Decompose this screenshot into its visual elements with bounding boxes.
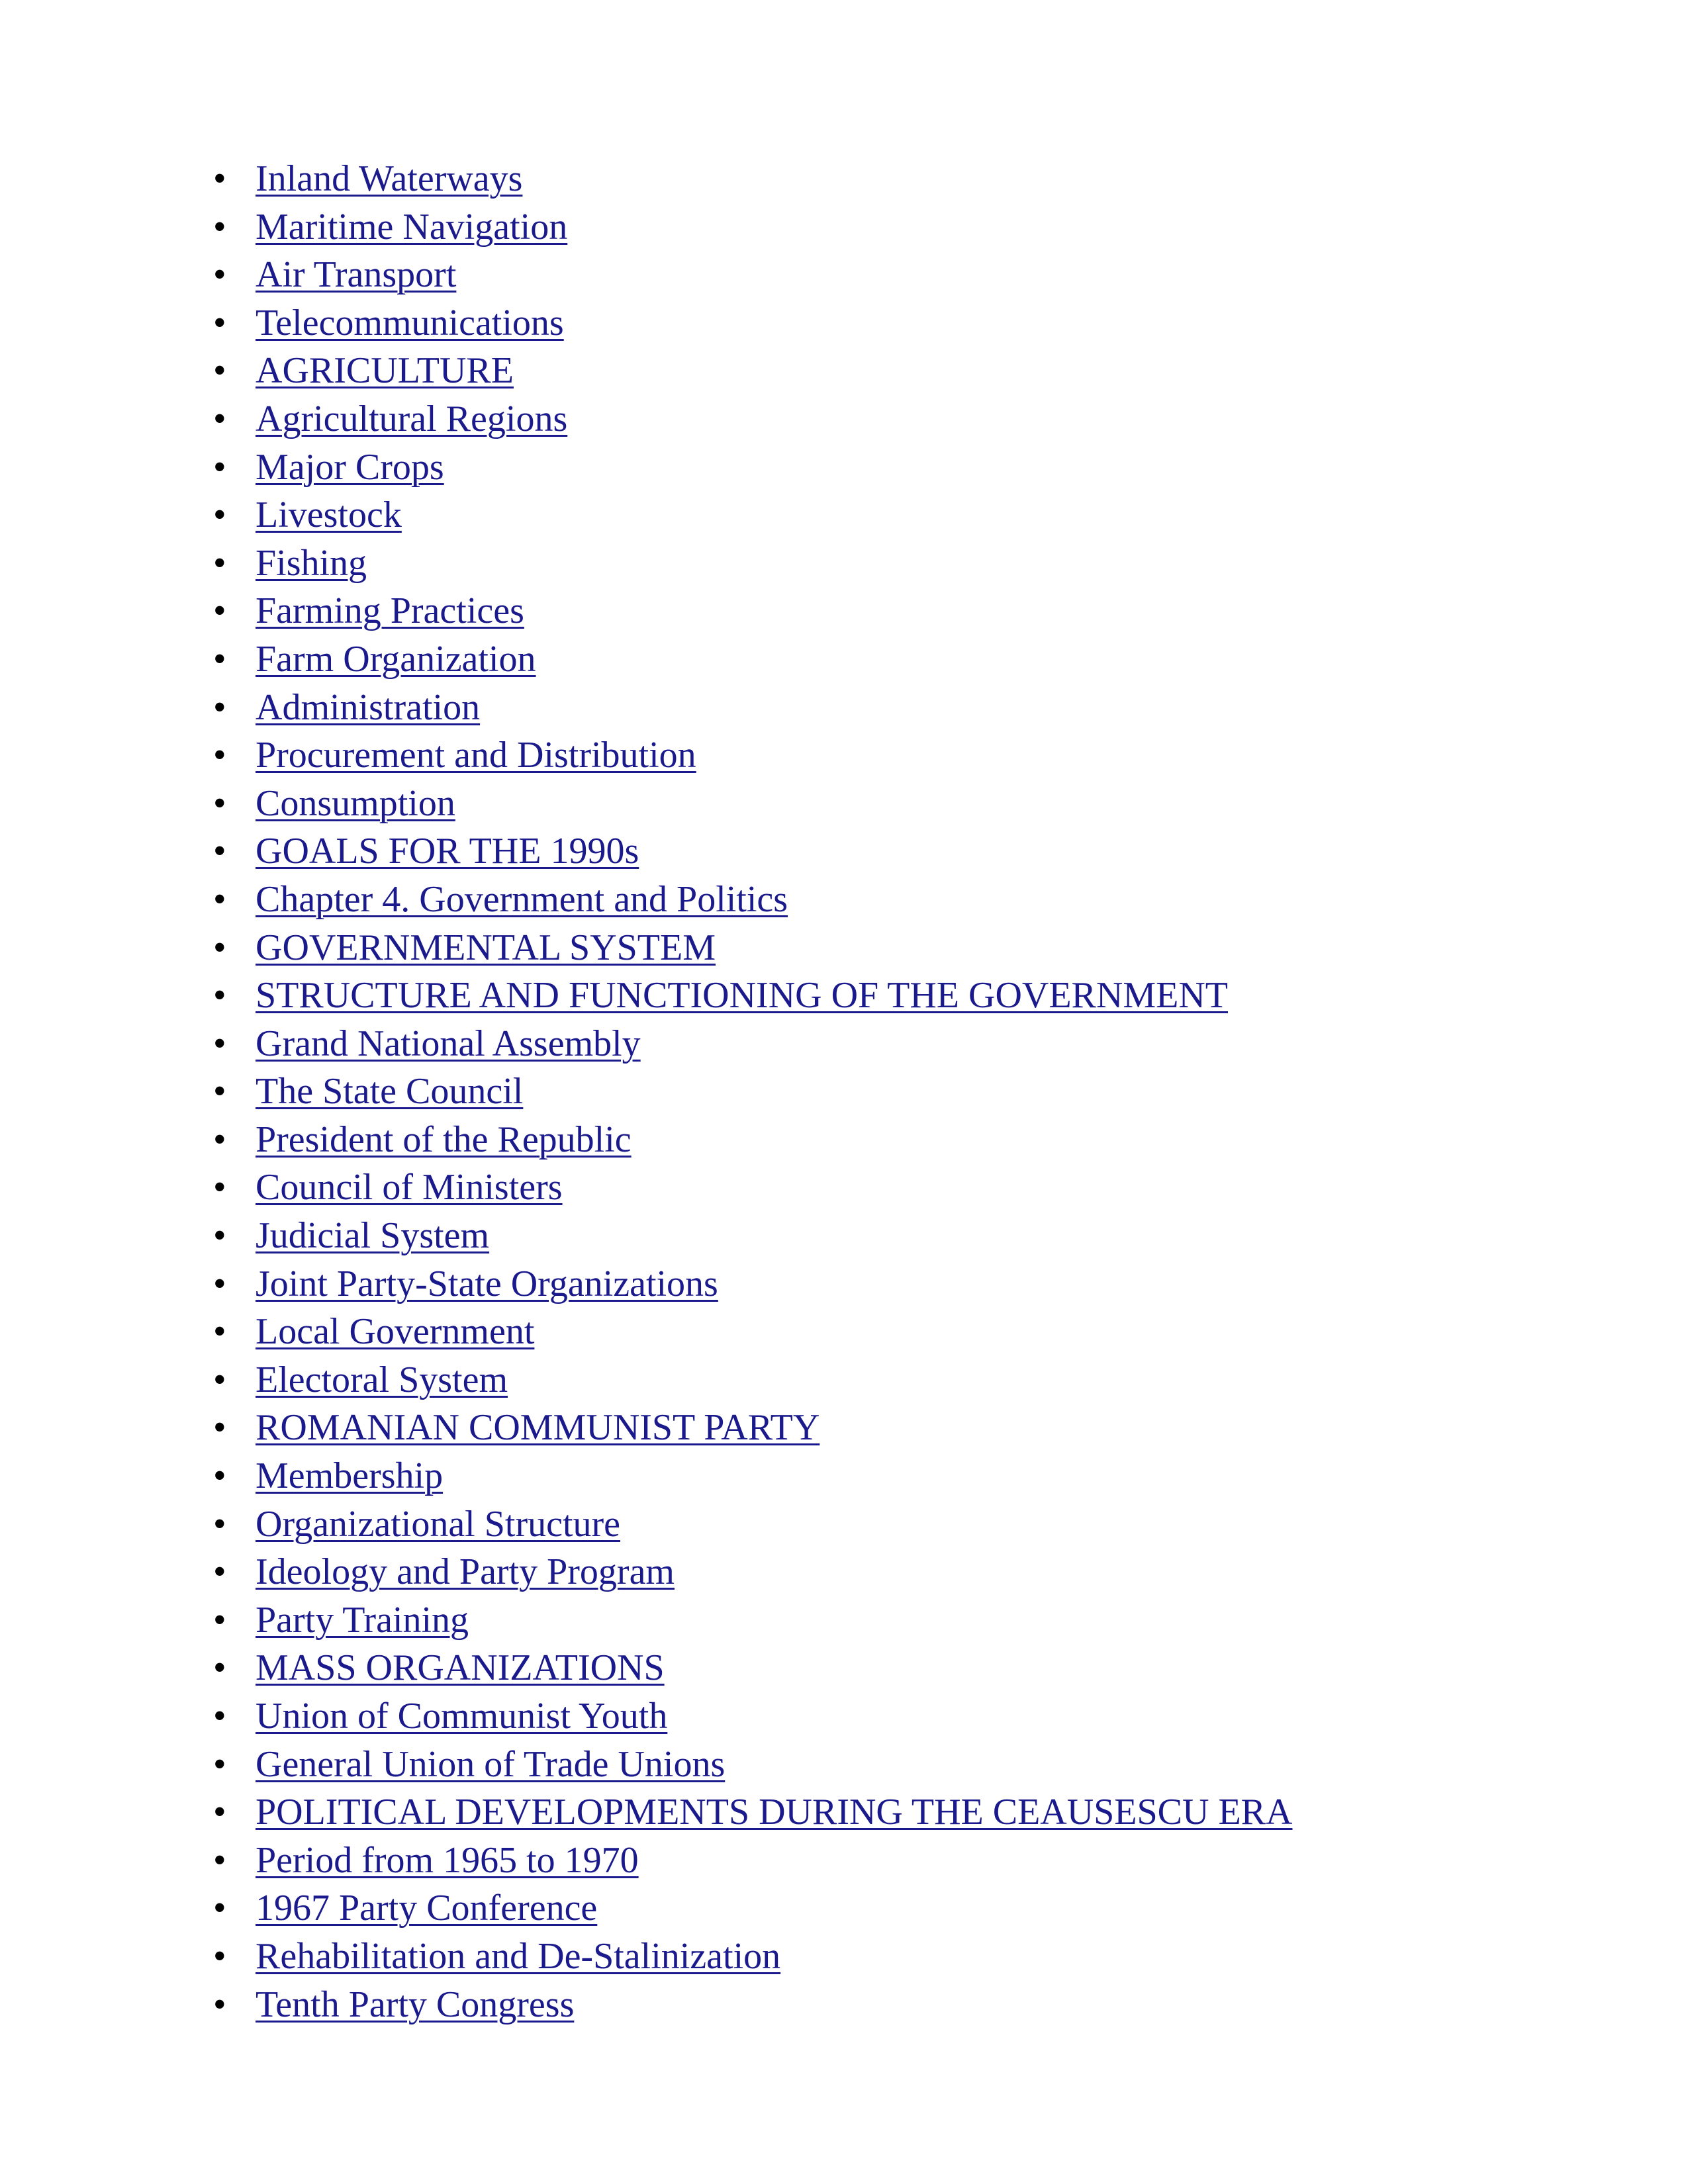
bullet-icon: •: [213, 494, 226, 536]
toc-link-president-of-the-republic[interactable]: President of the Republic: [256, 1118, 632, 1160]
toc-link-farming-practices[interactable]: Farming Practices: [256, 590, 524, 632]
bullet-icon: •: [213, 782, 226, 824]
toc-link-tenth-party-congress[interactable]: Tenth Party Congress: [256, 1983, 575, 2025]
toc-link-mass-organizations[interactable]: MASS ORGANIZATIONS: [256, 1647, 665, 1689]
toc-link-inland-waterways[interactable]: Inland Waterways: [256, 158, 523, 199]
toc-link-governmental-system[interactable]: GOVERNMENTAL SYSTEM: [256, 927, 716, 968]
toc-link-agriculture[interactable]: AGRICULTURE: [256, 350, 514, 392]
bullet-icon: •: [213, 1023, 226, 1064]
toc-link-fishing[interactable]: Fishing: [256, 542, 367, 584]
toc-link-party-training[interactable]: Party Training: [256, 1599, 469, 1641]
toc-link-telecommunications[interactable]: Telecommunications: [256, 302, 564, 343]
toc-link-membership[interactable]: Membership: [256, 1455, 444, 1497]
bullet-icon: •: [213, 446, 226, 488]
bullet-icon: •: [213, 1407, 226, 1449]
bullet-icon: •: [213, 735, 226, 776]
toc-link-major-crops[interactable]: Major Crops: [256, 446, 444, 488]
bullet-icon: •: [213, 831, 226, 872]
bullet-icon: •: [213, 206, 226, 248]
toc-link-structure-and-functioning[interactable]: STRUCTURE AND FUNCTIONING OF THE GOVERNMENT: [256, 975, 1228, 1017]
bullet-icon: •: [213, 590, 226, 632]
bullet-icon: •: [213, 878, 226, 920]
bullet-icon: •: [213, 1263, 226, 1304]
toc-link-grand-national-assembly[interactable]: Grand National Assembly: [256, 1023, 641, 1064]
toc-link-period-from-1965-to-1970[interactable]: Period from 1965 to 1970: [256, 1839, 639, 1881]
bullet-icon: •: [213, 350, 226, 392]
bullet-icon: •: [213, 1311, 226, 1353]
bullet-icon: •: [213, 686, 226, 728]
toc-link-romanian-communist-party[interactable]: ROMANIAN COMMUNIST PARTY: [256, 1407, 820, 1449]
toc-link-political-developments-ceausescu-era[interactable]: POLITICAL DEVELOPMENTS DURING THE CEAUSESCU ERA: [256, 1792, 1293, 1833]
bullet-icon: •: [213, 1743, 226, 1785]
bullet-icon: •: [213, 302, 226, 343]
bullet-icon: •: [213, 1839, 226, 1881]
bullet-icon: •: [213, 927, 226, 968]
toc-link-rehabilitation-and-de-stalinization[interactable]: Rehabilitation and De-Stalinization: [256, 1935, 781, 1977]
toc-link-maritime-navigation[interactable]: Maritime Navigation: [256, 206, 568, 248]
bullet-icon: •: [213, 1359, 226, 1400]
bullet-icon: •: [213, 542, 226, 584]
toc-link-consumption[interactable]: Consumption: [256, 782, 455, 824]
toc-link-union-of-communist-youth[interactable]: Union of Communist Youth: [256, 1696, 668, 1737]
bullet-icon: •: [213, 1118, 226, 1160]
toc-link-local-government[interactable]: Local Government: [256, 1311, 535, 1353]
bullet-icon: •: [213, 1503, 226, 1545]
bullet-icon: •: [213, 1888, 226, 1929]
bullet-icon: •: [213, 638, 226, 680]
bullet-icon: •: [213, 1215, 226, 1257]
bullet-icon: •: [213, 1983, 226, 2025]
toc-link-electoral-system[interactable]: Electoral System: [256, 1359, 508, 1400]
toc-link-organizational-structure[interactable]: Organizational Structure: [256, 1503, 621, 1545]
toc-link-administration[interactable]: Administration: [256, 686, 481, 728]
bullet-icon: •: [213, 1167, 226, 1208]
bullet-icon: •: [213, 975, 226, 1017]
toc-link-the-state-council[interactable]: The State Council: [256, 1071, 524, 1113]
bullet-icon: •: [213, 1935, 226, 1977]
bullet-icon: •: [213, 1647, 226, 1689]
toc-link-goals-for-the-1990s[interactable]: GOALS FOR THE 1990s: [256, 831, 639, 872]
toc-link-chapter-4-government-and-politics[interactable]: Chapter 4. Government and Politics: [256, 878, 788, 920]
bullet-icon: •: [213, 1551, 226, 1593]
bullet-icon: •: [213, 1599, 226, 1641]
bullet-icon: •: [213, 158, 226, 199]
toc-link-council-of-ministers[interactable]: Council of Ministers: [256, 1167, 563, 1208]
bullet-icon: •: [213, 1071, 226, 1113]
toc-link-farm-organization[interactable]: Farm Organization: [256, 638, 536, 680]
bullet-icon: •: [213, 1696, 226, 1737]
bullet-icon: •: [213, 1792, 226, 1833]
toc-link-agricultural-regions[interactable]: Agricultural Regions: [256, 398, 568, 439]
toc-link-general-union-of-trade-unions[interactable]: General Union of Trade Unions: [256, 1743, 726, 1785]
toc-link-joint-party-state-organizations[interactable]: Joint Party-State Organizations: [256, 1263, 718, 1304]
toc-link-air-transport[interactable]: Air Transport: [256, 254, 457, 296]
bullet-icon: •: [213, 398, 226, 439]
toc-link-ideology-and-party-program[interactable]: Ideology and Party Program: [256, 1551, 675, 1593]
bullet-icon: •: [213, 1455, 226, 1497]
toc-link-judicial-system[interactable]: Judicial System: [256, 1215, 490, 1257]
toc-link-livestock[interactable]: Livestock: [256, 494, 402, 536]
bullet-icon: •: [213, 254, 226, 296]
toc-link-procurement-and-distribution[interactable]: Procurement and Distribution: [256, 735, 696, 776]
toc-link-1967-party-conference[interactable]: 1967 Party Conference: [256, 1888, 598, 1929]
